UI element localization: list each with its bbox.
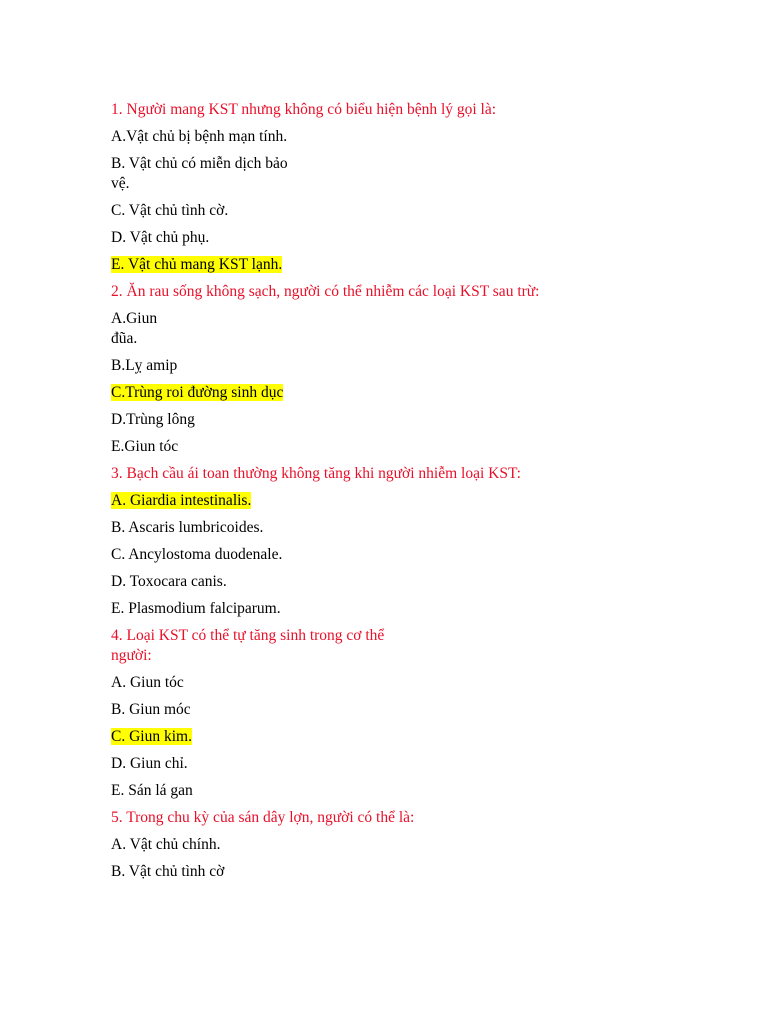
question-1-stem: 1. Người mang KST nhưng không có biểu hiện bệnh lý gọi là: — [111, 101, 497, 118]
question-2-option-a: A.Giun đũa. — [111, 310, 158, 347]
question-2-option-c-highlighted: C.Trùng roi đường sinh dục — [111, 384, 284, 401]
question-2-stem: 2. Ăn rau sống không sạch, người có thể nhiễm các loại KST sau trừ: — [111, 283, 540, 300]
question-4-option-e: E. Sán lá gan — [111, 782, 193, 799]
question-4-option-b: B. Giun móc — [111, 701, 191, 718]
question-1-option-d: D. Vật chủ phụ. — [111, 229, 210, 246]
question-1-option-c: C. Vật chủ tình cờ. — [111, 202, 229, 219]
question-4-stem: 4. Loại KST có thể tự tăng sinh trong cơ thể người: — [111, 627, 385, 664]
question-1-option-b: B. Vật chủ có miễn dịch bảo vệ. — [111, 155, 288, 192]
question-3-stem: 3. Bạch cầu ái toan thường không tăng khi người nhiễm loại KST: — [111, 465, 521, 482]
question-4-option-c-highlighted: C. Giun kim. — [111, 728, 192, 745]
question-1-option-e-highlighted: E. Vật chủ mang KST lạnh. — [111, 256, 283, 273]
question-3-option-a-highlighted: A. Giardia intestinalis. — [111, 492, 252, 509]
question-3-option-b: B. Ascaris lumbricoides. — [111, 519, 264, 536]
question-1-option-a: A.Vật chủ bị bệnh mạn tính. — [111, 128, 288, 145]
question-4-option-a: A. Giun tóc — [111, 674, 184, 691]
question-5-option-b: B. Vật chủ tình cờ — [111, 863, 225, 880]
question-3-option-d: D. Toxocara canis. — [111, 573, 227, 590]
question-2-option-b: B.Lỵ amip — [111, 357, 178, 374]
question-2-option-e: E.Giun tóc — [111, 438, 179, 455]
question-2-option-d: D.Trùng lông — [111, 411, 195, 428]
question-4-option-d: D. Giun chỉ. — [111, 755, 188, 772]
question-3-option-e: E. Plasmodium falciparum. — [111, 600, 281, 617]
document-page — [111, 100, 711, 889]
question-5-option-a: A. Vật chủ chính. — [111, 836, 221, 853]
question-3-option-c: C. Ancylostoma duodenale. — [111, 546, 283, 563]
question-5-stem: 5. Trong chu kỳ của sán dây lợn, người có thể là: — [111, 809, 415, 826]
